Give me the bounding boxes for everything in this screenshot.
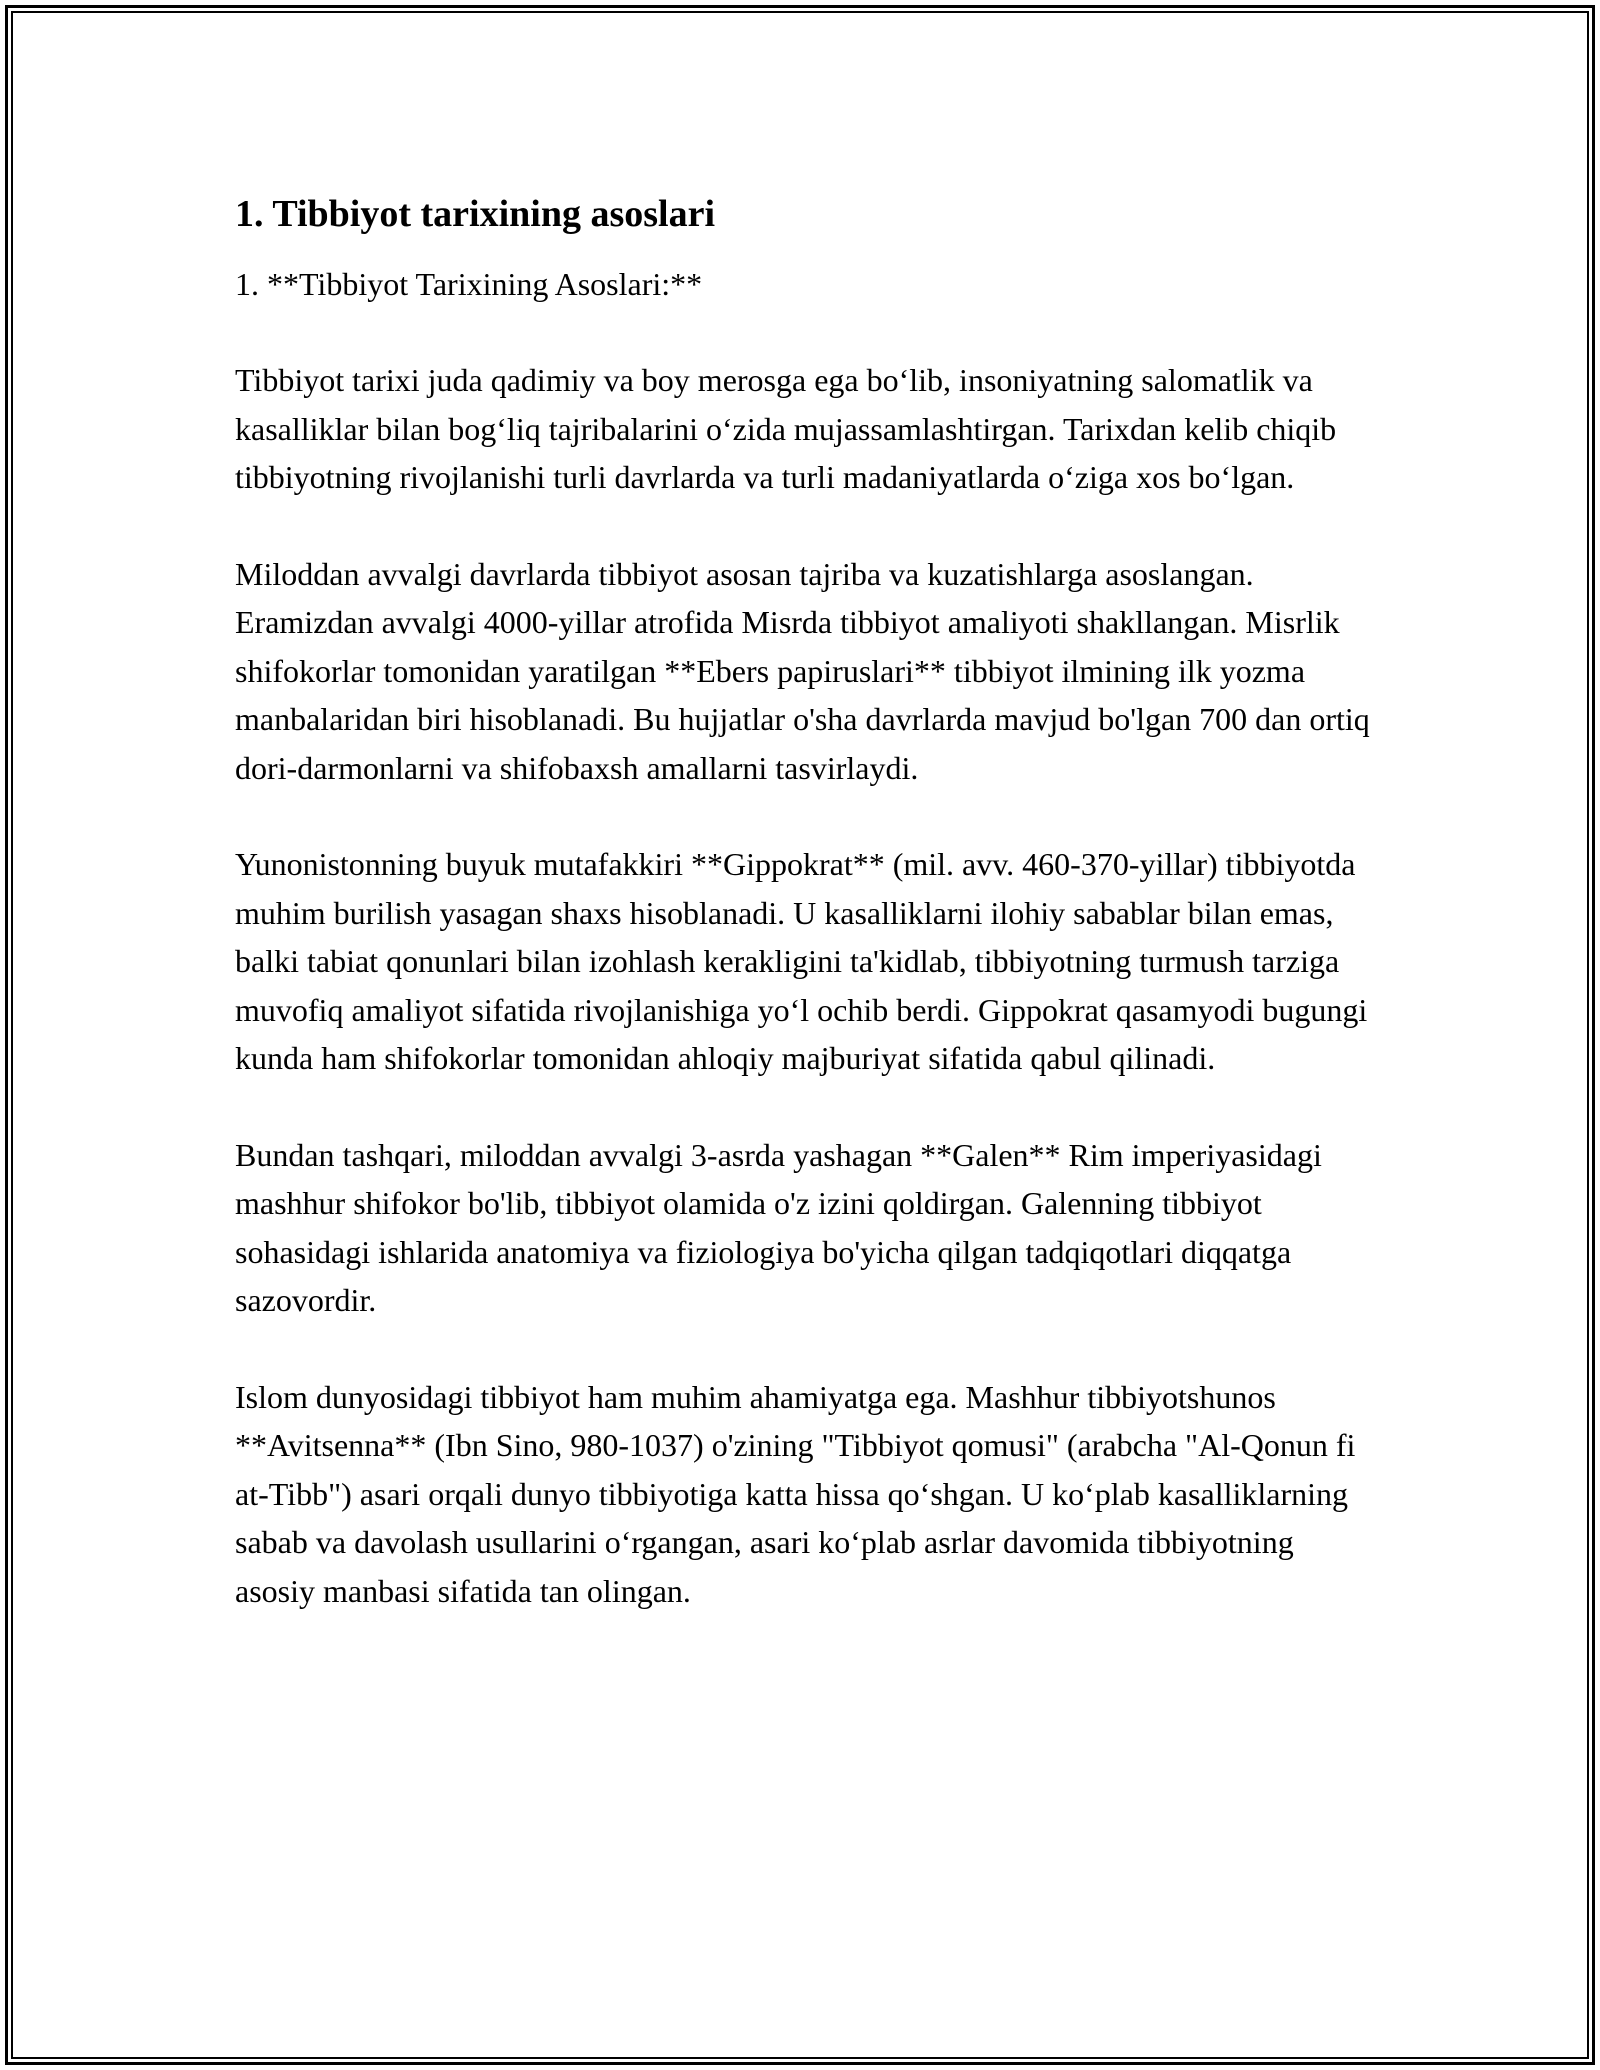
paragraph-hippocrates: Yunonistonning buyuk mutafakkiri **Gippokrat** (mil. avv. 460-370-yillar) tibbiyotda muhim burilish yasagan shaxs hisoblanadi. U kasalliklarni ilohiy sabablar bilan emas, balki tabiat qonunlari bilan izohlash kerakligini ta'kidlab, tibbiyotning turmush tarziga muvofiq amaliyot sifatida rivojlanishiga yo‘l ochib berdi. Gippokrat qasamyodi bugungi kunda ham shifokorlar tomonidan ahloqiy majburiyat sifatida qabul qilinadi. bbox=[235, 846, 1368, 1076]
section-lead: 1. **Tibbiyot Tarixining Asoslari:** bbox=[235, 266, 703, 302]
paragraph-avicenna: Islom dunyosidagi tibbiyot ham muhim ahamiyatga ega. Mashhur tibbiyotshunos **Avitsenna** (Ibn Sino, 980-1037) o'zining "Tibbiyot qomusi" (arabcha "Al-Qonun fi at-Tibb") asari orqali dunyo tibbiyotiga katta hissa qo‘shgan. U ko‘plab kasalliklarning sabab va davolash usullarini o‘rgangan, asari ko‘plab asrlar davomida tibbiyotning asosiy manbasi sifatida tan olingan. bbox=[235, 1378, 1356, 1609]
document-title: 1. Tibbiyot tarixining asoslari bbox=[235, 193, 716, 235]
paragraph-history-intro: Tibbiyot tarixi juda qadimiy va boy merosga ega bo‘lib, insoniyatning salomatlik va kasalliklar bilan bog‘liq tajribalarini o‘zida mujassamlashtirgan. Tarixdan kelib chiqib tibbiyotning rivojlanishi turli davrlarda va turli madaniyatlarda o‘ziga xos bo‘lgan. bbox=[235, 362, 1337, 495]
document-body bbox=[235, 188, 1370, 1663]
paragraph-galen: Bundan tashqari, miloddan avvalgi 3-asrda yashagan **Galen** Rim imperiyasidagi mashhur shifokor bo'lib, tibbiyot olamida o'z izini qoldirgan. Galenning tibbiyot sohasidagi ishlarida anatomiya va fiziologiya bo'yicha qilgan tadqiqotlari diqqatga sazovordir. bbox=[235, 1136, 1322, 1318]
paragraph-ancient-egypt: Miloddan avvalgi davrlarda tibbiyot asosan tajriba va kuzatishlarga asoslangan. Eramizdan avvalgi 4000-yillar atrofida Misrda tibbiyot amaliyoti shakllangan. Misrlik shifokorlar tomonidan yaratilgan **Ebers papiruslari** tibbiyot ilmining ilk yozma manbalaridan biri hisoblanadi. Bu hujjatlar o'sha davrlarda mavjud bo'lgan 700 dan ortiq dori-darmonlarni va shifobaxsh amallarni tasvirlaydi. bbox=[235, 555, 1370, 786]
